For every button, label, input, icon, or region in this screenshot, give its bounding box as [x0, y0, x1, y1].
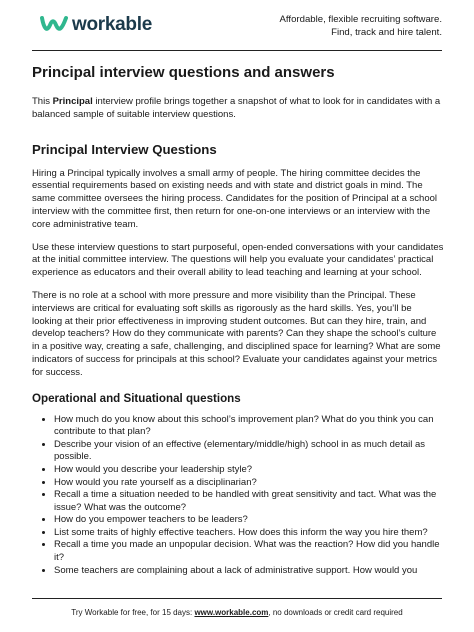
question-item: • How do you empower teachers to be leaders?	[54, 514, 444, 527]
footer-prefix: Try Workable for free, for 15 days:	[71, 608, 195, 617]
logo-text: workable	[72, 14, 152, 35]
question-item: • How would you rate yourself as a disciplinarian?	[54, 477, 444, 490]
page-footer	[0, 608, 474, 617]
section-title: Principal Interview Questions	[32, 141, 217, 157]
body-paragraph: There is no role at a school with more pressure and more visibility than the Principal. These interviews are critical for evaluating soft skills as rigorously as the hard skills. Yes, you’ll be looking at their prior effectiveness in improving student outcomes. But can they hire, train, and develop teachers? How do they communicate with parents? Can they shape the school’s culture in a positive way, creating a safe, challenging, and disciplined space for learning? What are some indicators of success for principals at this school? Evaluate your candidates against your metrics for success.	[32, 289, 441, 378]
question-list	[32, 414, 444, 578]
tagline	[280, 14, 442, 39]
question-item: • How much do you know about this school’s improvement plan? What do you think you can contribute to that plan?	[54, 414, 444, 439]
workable-logo-icon	[40, 15, 68, 35]
page-header	[0, 0, 474, 50]
tagline-line-2: Find, track and hire talent.	[331, 26, 442, 38]
document-title: Principal interview questions and answers	[32, 64, 335, 81]
question-item: • Some teachers are complaining about a lack of administrative support. How would you	[54, 565, 444, 578]
tagline-line-1: Affordable, flexible recruiting software.	[279, 14, 442, 25]
question-item: • Describe your vision of an effective (elementary/middle/high) school in as much detail as possible.	[54, 439, 444, 464]
intro-paragraph	[32, 96, 444, 122]
footer-suffix: , no downloads or credit card required	[268, 608, 403, 617]
workable-logo	[40, 14, 152, 36]
question-item: • Recall a time a situation needed to be handled with great sensitivity and tact. What was the issue? What was the outcome?	[54, 489, 444, 514]
workable-link[interactable]: www.workable.com	[194, 608, 269, 617]
header-divider	[32, 50, 442, 51]
body-paragraph: Use these interview questions to start purposeful, open-ended conversations with your candidates at the initial committee interview. The questions will help you evaluate your candidates’ practical experience as educators and their overall ability to lead teaching and learning at your school.	[32, 241, 444, 279]
question-item: • Recall a time you made an unpopular decision. What was the reaction? How did you handle it?	[54, 539, 444, 564]
intro-prefix: This	[32, 96, 53, 107]
intro-rest: interview profile brings together a snapshot of what to look for in candidates with a balanced sample of suitable interview questions.	[32, 96, 441, 120]
question-item: • How would you describe your leadership style?	[54, 464, 444, 477]
body-paragraph: Hiring a Principal typically involves a small army of people. The hiring committee decides the essential requirements based on existing needs and with state and district goals in mind. The same committee oversees the hiring process. Candidates for the position of Principal at a school interview with the committee first, then return for one-on-one interviews or an interview with the core administrative team.	[32, 167, 438, 230]
subsection-title: Operational and Situational questions	[32, 391, 241, 405]
document-body	[32, 64, 444, 577]
footer-divider	[32, 598, 442, 599]
intro-bold: Principal	[52, 96, 93, 107]
question-item: • List some traits of highly effective teachers. How does this inform the way you hire them?	[54, 527, 444, 540]
